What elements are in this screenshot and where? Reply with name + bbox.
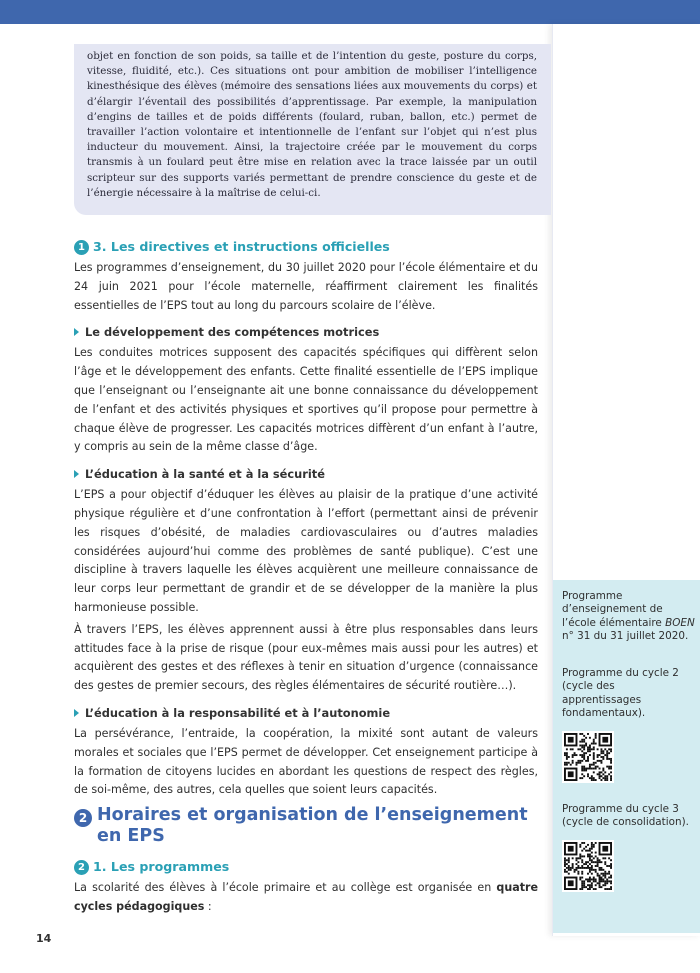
- sidebar-note-boen-text: Programme d’enseignement de l’école élémentaire: [562, 590, 666, 629]
- quote-text: objet en fonction de son poids, sa taille et de l’intention du geste, posture du corps, vitesse, fluidité, etc.). Ces situations ont pour ambition de mobiliser l’intelligence kinesthésique des élèves (mémoire des sensations liées aux mouvements du corps) et d’élargir l’éventail des possibilités d’apprentissage. Par exemple, la manipulation d’engins de tailles et de poids différents (foulard, ruban, ballon, etc.) permet de travailler l’action volontaire et intentionnelle de l’enfant sur l’objet qui n’est plus inducteur du mouvement. Ainsi, la trajectoire créée par le mouvement du corps transmis à un foulard peut être mise en relation avec la trace laissée par un outil scripteur sur des supports variés permettant de prendre conscience du geste et de l’énergie nécessaire à la maîtrise de celui-ci.: [87, 50, 537, 199]
- section-1-3-title: 3. Les directives et instructions officielles: [93, 239, 390, 254]
- sidebar-note-cycle3: Programme du cycle 3 (cycle de consolidation).: [562, 803, 689, 829]
- subheading-motor-skills: [74, 324, 538, 340]
- subheading-responsibility: [74, 705, 538, 721]
- qr-code-cycle3[interactable]: [562, 840, 614, 892]
- subheading-health-safety: [74, 466, 538, 482]
- section-2-1-title: 1. Les programmes: [93, 859, 230, 874]
- section-1-3-heading: [74, 238, 538, 256]
- health-paragraph-2: À travers l’EPS, les élèves apprennent aussi à être plus responsables dans leurs attitudes face à la prise de risque (pour eux-mêmes mais aussi pour les autres) et acquièrent des gestes et des réflexes à tenir en situation d’urgence (connaissance des gestes de premier secours, des règles élémentaires de sécurité routière…).: [74, 622, 538, 693]
- section-2-heading: [74, 805, 544, 847]
- sidebar-note-boen: [562, 590, 696, 643]
- bold-term: quatre cycles pédagogiques: [74, 881, 538, 913]
- section-number-badge: 2: [74, 860, 89, 875]
- quote-box: [74, 44, 551, 215]
- section-1-3-intro: Les programmes d’enseignement, du 30 juillet 2020 pour l’école élémentaire et du 24 juin 2021 pour l’école maternelle, réaffirment clairement les finalités essentielles de l’EPS tout au long du parcours scolaire de l’élève.: [74, 261, 538, 312]
- subheading-motor-skills-text: Le développement des compétences motrices: [85, 325, 380, 340]
- sidebar-note-cycle2: Programme du cycle 2 (cycle des apprentissages fondamentaux).: [562, 667, 679, 719]
- section-2-title: Horaires et organisation de l’enseignement en EPS: [97, 805, 528, 846]
- section-2-1-heading: [74, 858, 538, 876]
- subheading-responsibility-text: L’éducation à la responsabilité et à l’autonomie: [85, 705, 391, 720]
- triangle-bullet-icon: [74, 470, 79, 478]
- responsibility-paragraph: La persévérance, l’entraide, la coopération, la mixité sont autant de valeurs morales et sociales que l’EPS permet de développer. Cet enseignement participe à la formation de citoyens lucides en abordant les questions de respect des règles, de soi-même, des autres, cela quelles que soient leurs capacités.: [74, 726, 538, 797]
- qr-code-cycle2[interactable]: [562, 731, 614, 783]
- triangle-bullet-icon: [74, 328, 79, 336]
- motor-skills-paragraph: Les conduites motrices supposent des capacités spécifiques qui diffèrent selon l’âge et le développement des enfants. Cette finalité essentielle de l’EPS implique que l’enseignant ou l’enseignante ait une bonne connaissance du développement de l’enfant et des activités physiques et sportives qu’il propose pour permettre à chaque élève de progresser. Les capacités motrices diffèrent d’un enfant à l’autre, y compris au sein de la même classe d’âge.: [74, 346, 538, 454]
- section-number-badge: 1: [74, 240, 89, 255]
- qr-code-icon: [564, 842, 612, 890]
- main-content: [74, 238, 538, 803]
- boen-italic: BOEN: [665, 616, 695, 629]
- subheading-health-safety-text: L’éducation à la santé et à la sécurité: [85, 467, 325, 482]
- sidebar-note-boen-text-end: n° 31 du 31 juillet 2020.: [562, 629, 689, 642]
- top-banner: [0, 0, 700, 24]
- triangle-bullet-icon: [74, 709, 79, 717]
- page-number: 14: [36, 932, 52, 945]
- section-2-1-paragraph: [74, 879, 538, 917]
- paragraph-text-end: :: [204, 899, 212, 913]
- section-2-1: [74, 858, 538, 920]
- section-2-number-badge: 2: [74, 809, 92, 827]
- paragraph-text: La scolarité des élèves à l’école primaire et au collège est organisée en: [74, 881, 497, 894]
- qr-code-icon: [564, 733, 612, 781]
- health-paragraph-1: L’EPS a pour objectif d’éduquer les élèves au plaisir de la pratique d’une activité physique régulière et d’une confrontation à l’effort (permettant ainsi de prévenir les risques d’obésité, de maladies cardiovasculaires ou d’autres maladies considérées aujourd’hui comme des problèmes de santé publique). C’est une discipline à travers laquelle les élèves acquièrent une meilleure connaissance de leur corps leur permettant de grandir et de se développer de la manière la plus harmonieuse possible.: [74, 488, 538, 614]
